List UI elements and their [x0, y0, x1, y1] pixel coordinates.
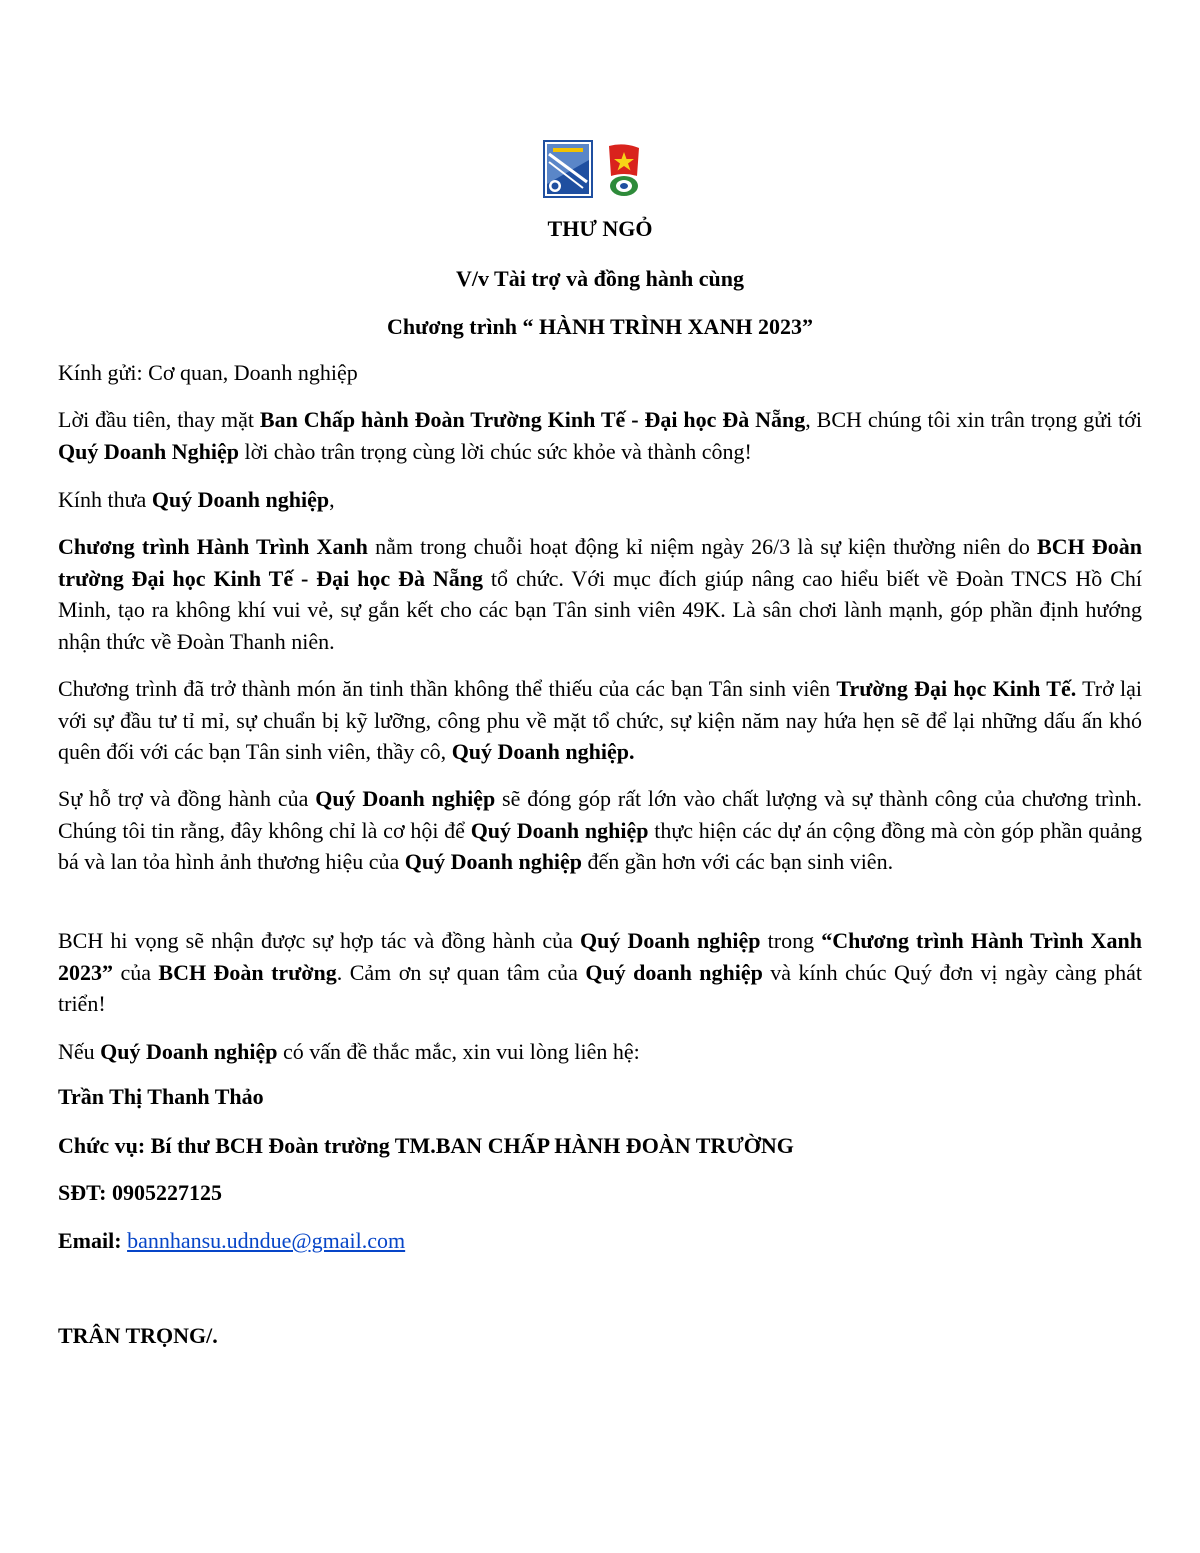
greeting-line: Kính gửi: Cơ quan, Doanh nghiệp: [58, 360, 358, 385]
contact-name: Trần Thị Thanh Thảo: [58, 1084, 264, 1109]
contact-email-line: [58, 1228, 405, 1254]
youth-union-logo-icon: [605, 142, 643, 198]
contact-phone: SĐT: 0905227125: [58, 1180, 222, 1205]
program-name: Chương trình “ HÀNH TRÌNH XANH 2023”: [387, 314, 813, 339]
paragraph-salutation: Kính thưa Quý Doanh nghiệp,: [58, 487, 335, 512]
letter-title: THƯ NGỎ: [547, 216, 653, 241]
paragraph-intro: Lời đầu tiên, thay mặt Ban Chấp hành Đoàn Trường Kinh Tế - Đại học Đà Nẵng, BCH chúng tôi xin trân trọng gửi tới Quý Doanh Nghiệp lời chào trân trọng cùng lời chúc sức khỏe và thành công!: [58, 407, 1143, 464]
letter-subject: V/v Tài trợ và đồng hành cùng: [455, 266, 745, 291]
logo-group: [543, 140, 673, 200]
email-label: Email:: [58, 1228, 122, 1253]
paragraph-support: Sự hỗ trợ và đồng hành của Quý Doanh nghiệp sẽ đóng góp rất lớn vào chất lượng và sự thành công của chương trình. Chúng tôi tin rằng, đây không chỉ là cơ hội để Quý Doanh nghiệp thực hiện các dự án cộng đồng mà còn góp phần quảng bá và lan tỏa hình ảnh thương hiệu của Quý Doanh nghiệp đến gần hơn với các bạn sinh viên.: [58, 786, 1142, 874]
paragraph-program: Chương trình Hành Trình Xanh nằm trong chuỗi hoạt động kỉ niệm ngày 26/3 là sự kiện thường niên do BCH Đoàn trường Đại học Kinh Tế - Đại học Đà Nẵng tổ chức. Với mục đích giúp nâng cao hiểu biết về Đoàn TNCS Hồ Chí Minh, tạo ra không khí vui vẻ, sự gắn kết cho các bạn Tân sinh viên 49K. Là sân chơi lành mạnh, góp phần định hướng nhận thức về Đoàn Thanh niên.: [58, 534, 1142, 654]
contact-position: Chức vụ: Bí thư BCH Đoàn trường TM.BAN CHẤP HÀNH ĐOÀN TRƯỜNG: [58, 1133, 794, 1158]
school-logo-icon: [543, 140, 593, 198]
paragraph-contact-intro: Nếu Quý Doanh nghiệp có vấn đề thắc mắc, xin vui lòng liên hệ:: [58, 1039, 640, 1064]
paragraph-history: Chương trình đã trở thành món ăn tinh thần không thể thiếu của các bạn Tân sinh viên Trường Đại học Kinh Tế. Trở lại với sự đầu tư tỉ mỉ, sự chuẩn bị kỹ lưỡng, công phu về mặt tổ chức, sự kiện năm nay hứa hẹn sẽ để lại những dấu ấn khó quên đối với các bạn Tân sinh viên, thầy cô, Quý Doanh nghiệp.: [58, 676, 1142, 764]
email-link[interactable]: bannhansu.udndue@gmail.com: [127, 1228, 406, 1253]
closing-line: TRÂN TRỌNG/.: [58, 1323, 218, 1348]
paragraph-hope: BCH hi vọng sẽ nhận được sự hợp tác và đồng hành của Quý Doanh nghiệp trong “Chương trình Hành Trình Xanh 2023” của BCH Đoàn trường. Cảm ơn sự quan tâm của Quý doanh nghiệp và kính chúc Quý đơn vị ngày càng phát triển!: [58, 928, 1142, 1016]
